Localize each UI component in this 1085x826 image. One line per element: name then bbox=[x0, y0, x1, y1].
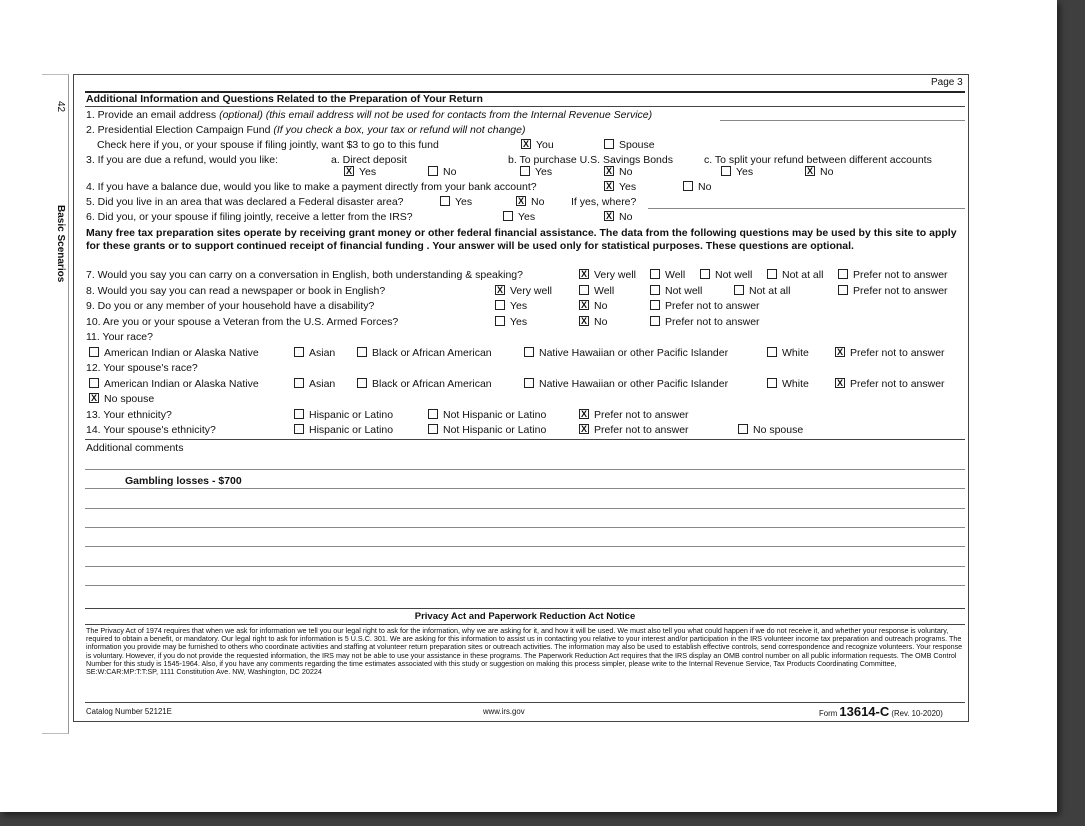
q6-irs-letter: 6. Did you, or your spouse if filing jointly, receive a letter from the IRS? bbox=[86, 211, 413, 223]
checkbox[interactable] bbox=[604, 139, 614, 149]
q12-hawaiian[interactable]: Native Hawaiian or other Pacific Islander bbox=[524, 378, 728, 390]
q12-no-spouse[interactable]: XNo spouse bbox=[89, 393, 154, 405]
q2-campaign-fund: 2. Presidential Election Campaign Fund (If you check a box, your tax or refund will not change) bbox=[86, 124, 526, 136]
q10-yes[interactable]: Yes bbox=[495, 316, 527, 328]
q3b-no[interactable]: X No bbox=[604, 166, 632, 178]
q12-white[interactable]: White bbox=[767, 378, 809, 390]
q5-where-input-line[interactable] bbox=[648, 208, 965, 209]
q9-no[interactable]: X No bbox=[579, 300, 607, 312]
catalog-number: Catalog Number 52121E bbox=[86, 707, 172, 716]
q13-ethnicity: 13. Your ethnicity? bbox=[86, 409, 172, 421]
q7-english-conversation: 7. Would you say you can carry on a conversation in English, both understanding & speaking? bbox=[86, 269, 523, 281]
q8-not-at-all[interactable]: Not at all bbox=[734, 285, 790, 297]
q9-prefer[interactable]: Prefer not to answer bbox=[650, 300, 760, 312]
q5-yes[interactable]: Yes bbox=[440, 196, 472, 208]
q11-prefer[interactable]: X Prefer not to answer bbox=[835, 347, 945, 359]
irs-url[interactable]: www.irs.gov bbox=[483, 707, 525, 716]
q10-veteran: 10. Are you or your spouse a Veteran from the U.S. Armed Forces? bbox=[86, 316, 399, 328]
comment-line[interactable] bbox=[85, 508, 965, 509]
comment-entry[interactable]: Gambling losses - $700 bbox=[125, 475, 242, 487]
privacy-title: Privacy Act and Paperwork Reduction Act Notice bbox=[414, 611, 636, 622]
q12-prefer[interactable]: X Prefer not to answer bbox=[835, 378, 945, 390]
checkbox-checked[interactable] bbox=[521, 139, 531, 149]
page-label: Page 3 bbox=[931, 77, 963, 88]
q12-spouse-race: 12. Your spouse's race? bbox=[86, 362, 198, 374]
q3a-no[interactable]: No bbox=[428, 166, 456, 178]
comment-line[interactable] bbox=[85, 585, 965, 586]
q5-no[interactable]: X No bbox=[516, 196, 544, 208]
side-section-name: Basic Scenarios bbox=[55, 205, 66, 283]
q12-asian[interactable]: Asian bbox=[294, 378, 335, 390]
q3c-no[interactable]: X No bbox=[805, 166, 833, 178]
q8-english-reading: 8. Would you say you can read a newspaper or book in English? bbox=[86, 285, 386, 297]
q9-disability: 9. Do you or any member of your household have a disability? bbox=[86, 300, 375, 312]
q3a-yes[interactable]: XYes bbox=[344, 166, 376, 178]
comment-line[interactable] bbox=[85, 488, 965, 489]
q3c-yes[interactable]: Yes bbox=[721, 166, 753, 178]
q13-not-hispanic[interactable]: Not Hispanic or Latino bbox=[428, 409, 546, 421]
q4-yes[interactable]: X Yes bbox=[604, 181, 636, 193]
q7-not-well[interactable]: Not well bbox=[700, 269, 752, 281]
q14-prefer[interactable]: X Prefer not to answer bbox=[579, 424, 689, 436]
q7-prefer[interactable]: Prefer not to answer bbox=[838, 269, 948, 281]
comment-line[interactable] bbox=[85, 546, 965, 547]
q6-no[interactable]: X No bbox=[604, 211, 632, 223]
q1-email: 1. Provide an email address (optional) (this email address will not be used for contacts from the Internal Revenue Service) bbox=[86, 109, 653, 121]
q3-split-refund: c. To split your refund between different accounts bbox=[704, 154, 932, 166]
q2-check-text: Check here if you, or your spouse if filing jointly, want $3 to go to this fund bbox=[97, 139, 439, 151]
q11-race: 11. Your race? bbox=[86, 331, 153, 343]
comment-line[interactable] bbox=[85, 566, 965, 567]
q9-yes[interactable]: Yes bbox=[495, 300, 527, 312]
q10-prefer[interactable]: Prefer not to answer bbox=[650, 316, 760, 328]
q10-no[interactable]: X No bbox=[579, 316, 607, 328]
q7-very-well[interactable]: X Very well bbox=[579, 269, 636, 281]
q11-white[interactable]: White bbox=[767, 347, 809, 359]
side-page-number: 42 bbox=[55, 101, 66, 113]
q3-direct-deposit: a. Direct deposit bbox=[331, 154, 407, 166]
form-section-title: Additional Information and Questions Related to the Preparation of Your Return bbox=[86, 93, 483, 105]
privacy-body: The Privacy Act of 1974 requires that when we ask for information we tell you our legal right to ask for the information, why we are asking for it, and how it will be used. We must also tell you what could happen if we do not receive it, and whether your response is voluntary, required to obtain a benefit, or mandatory. Our legal right to ask for information is 5 U.S.C. 301. We are asking for this information to assist us in contacting you relative to your interest and/or participation in the IRS volunteer income tax preparation and outreach programs. The information you provide may be furnished to others who coordinate activities and staffing at volunteer return preparation sites or outreach activities. The information may also be used to establish effective controls, send correspondence and recognize volunteers. Your response is voluntary. However, if you do not provide the requested information, the IRS may not be able to use your assistance in these programs. The Paperwork Reduction Act requires that the IRS display an OMB control number on all public information requests. The OMB Control Number for this study is 1545-1964. Also, if you have any comments regarding the time estimates associated with this study or suggestion on making this process simpler, please write to the Internal Revenue Service, Tax Products Coordinating Committee, SE:W:CAR:MP:T:T:SP, 1111 Constitution Ave. NW, Washington, DC 20224 bbox=[86, 626, 963, 677]
q13-prefer[interactable]: X Prefer not to answer bbox=[579, 409, 689, 421]
q4-no[interactable]: No bbox=[683, 181, 711, 193]
q6-yes[interactable]: Yes bbox=[503, 211, 535, 223]
comments-label: Additional comments bbox=[86, 442, 184, 454]
comment-line[interactable] bbox=[85, 527, 965, 528]
q14-no-spouse[interactable]: No spouse bbox=[738, 424, 803, 436]
q2-you-option[interactable]: X You bbox=[521, 139, 554, 151]
q14-spouse-ethnicity: 14. Your spouse's ethnicity? bbox=[86, 424, 216, 436]
q8-not-well[interactable]: Not well bbox=[650, 285, 702, 297]
side-tab bbox=[42, 74, 69, 734]
q14-not-hispanic[interactable]: Not Hispanic or Latino bbox=[428, 424, 546, 436]
email-input-line[interactable] bbox=[720, 120, 965, 121]
q12-black[interactable]: Black or African American bbox=[357, 378, 492, 390]
comment-line[interactable] bbox=[85, 469, 965, 470]
q5-where-label: If yes, where? bbox=[571, 196, 637, 208]
q11-hawaiian[interactable]: Native Hawaiian or other Pacific Islander bbox=[524, 347, 728, 359]
q14-hispanic[interactable]: Hispanic or Latino bbox=[294, 424, 393, 436]
q3-refund: 3. If you are due a refund, would you like: bbox=[86, 154, 279, 166]
q12-american-indian[interactable]: American Indian or Alaska Native bbox=[89, 378, 259, 390]
q8-prefer[interactable]: Prefer not to answer bbox=[838, 285, 948, 297]
q2-spouse-option[interactable]: Spouse bbox=[604, 139, 655, 151]
q11-american-indian[interactable]: American Indian or Alaska Native bbox=[89, 347, 259, 359]
q4-balance-due: 4. If you have a balance due, would you like to make a payment directly from your bank account? bbox=[86, 181, 537, 193]
q7-not-at-all[interactable]: Not at all bbox=[767, 269, 823, 281]
q7-well[interactable]: Well bbox=[650, 269, 685, 281]
q5-disaster: 5. Did you live in an area that was declared a Federal disaster area? bbox=[86, 196, 404, 208]
form-number: Form 13614-C (Rev. 10-2020) bbox=[819, 704, 943, 719]
q3-savings-bonds: b. To purchase U.S. Savings Bonds bbox=[508, 154, 673, 166]
q11-asian[interactable]: Asian bbox=[294, 347, 335, 359]
q13-hispanic[interactable]: Hispanic or Latino bbox=[294, 409, 393, 421]
q8-well[interactable]: Well bbox=[579, 285, 614, 297]
funding-notice: Many free tax preparation sites operate by receiving grant money or other federal financial assistance. The data from the following questions may be used by this site to apply for these grants or to support continued receipt of financial funding . Your answer will be used only for statistical purposes. These questions are optional. bbox=[86, 227, 957, 252]
q8-very-well[interactable]: X Very well bbox=[495, 285, 552, 297]
q11-black[interactable]: Black or African American bbox=[357, 347, 492, 359]
q3b-yes[interactable]: Yes bbox=[520, 166, 552, 178]
